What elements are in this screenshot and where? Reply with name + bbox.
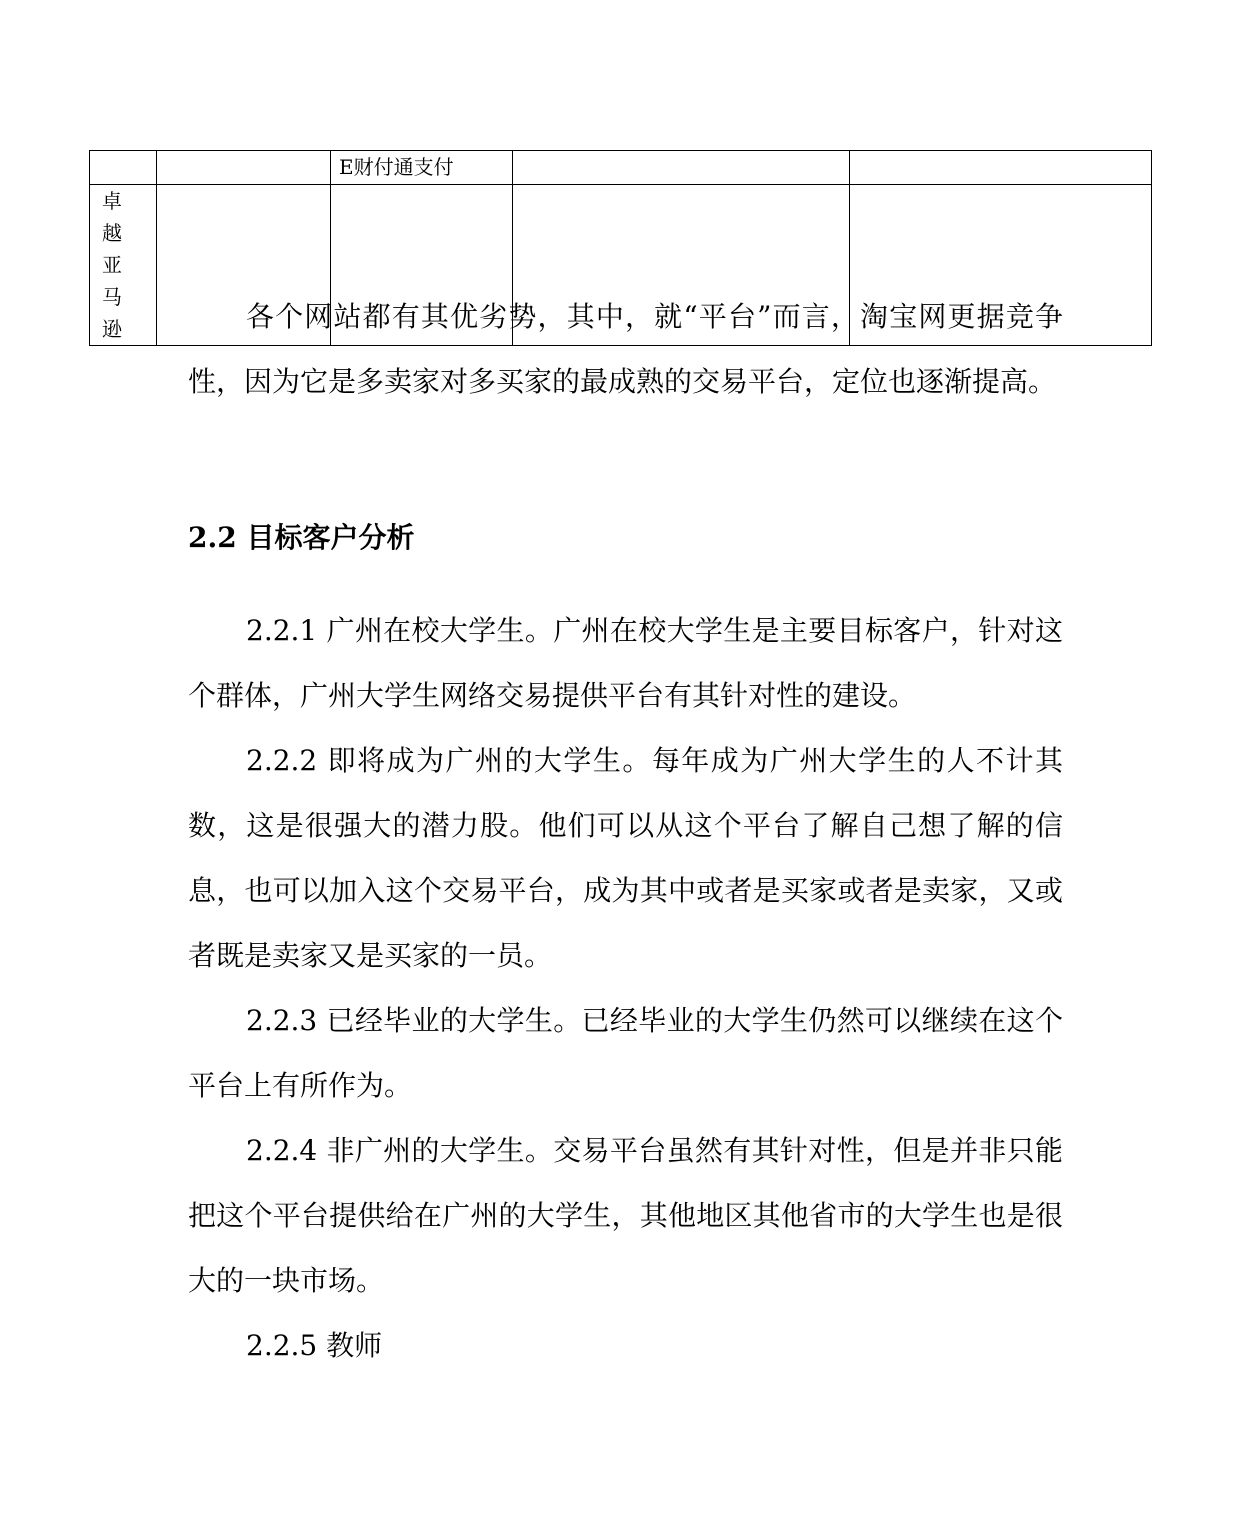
paragraph: 各个网站都有其优劣势，其中，就“平台”而言，淘宝网更据竞争性，因为它是多卖家对多买家的最成熟的交易平台，定位也逐渐提高。: [188, 300, 1063, 398]
table-cell: [850, 151, 1152, 185]
table-cell: [513, 151, 850, 185]
paragraph: 2.2.3 已经毕业的大学生。已经毕业的大学生仍然可以继续在这个平台上有所作为。: [188, 1004, 1063, 1102]
table-row: [90, 151, 1152, 185]
paragraph: 2.2.4 非广州的大学生。交易平台虽然有其针对性，但是并非只能把这个平台提供给在广州的大学生，其他地区其他省市的大学生也是很大的一块市场。: [188, 1134, 1063, 1297]
paragraph: 2.2.2 即将成为广州的大学生。每年成为广州大学生的人不计其数，这是很强大的潜力股。他们可以从这个平台了解自己想了解的信息，也可以加入这个交易平台，成为其中或者是买家或者是卖家，又或者既是卖家又是买家的一员。: [188, 744, 1063, 972]
table-cell-site-name: 卓越亚马逊: [90, 185, 157, 346]
section-heading: 2.2 目标客户分析: [188, 521, 415, 554]
table-cell-payment: E财付通支付: [331, 151, 513, 185]
table-cell: [90, 151, 157, 185]
paragraph: 2.2.5 教师: [246, 1329, 383, 1362]
table-cell: [157, 151, 331, 185]
paragraph: 2.2.1 广州在校大学生。广州在校大学生是主要目标客户，针对这个群体，广州大学生网络交易提供平台有其针对性的建设。: [188, 614, 1063, 712]
